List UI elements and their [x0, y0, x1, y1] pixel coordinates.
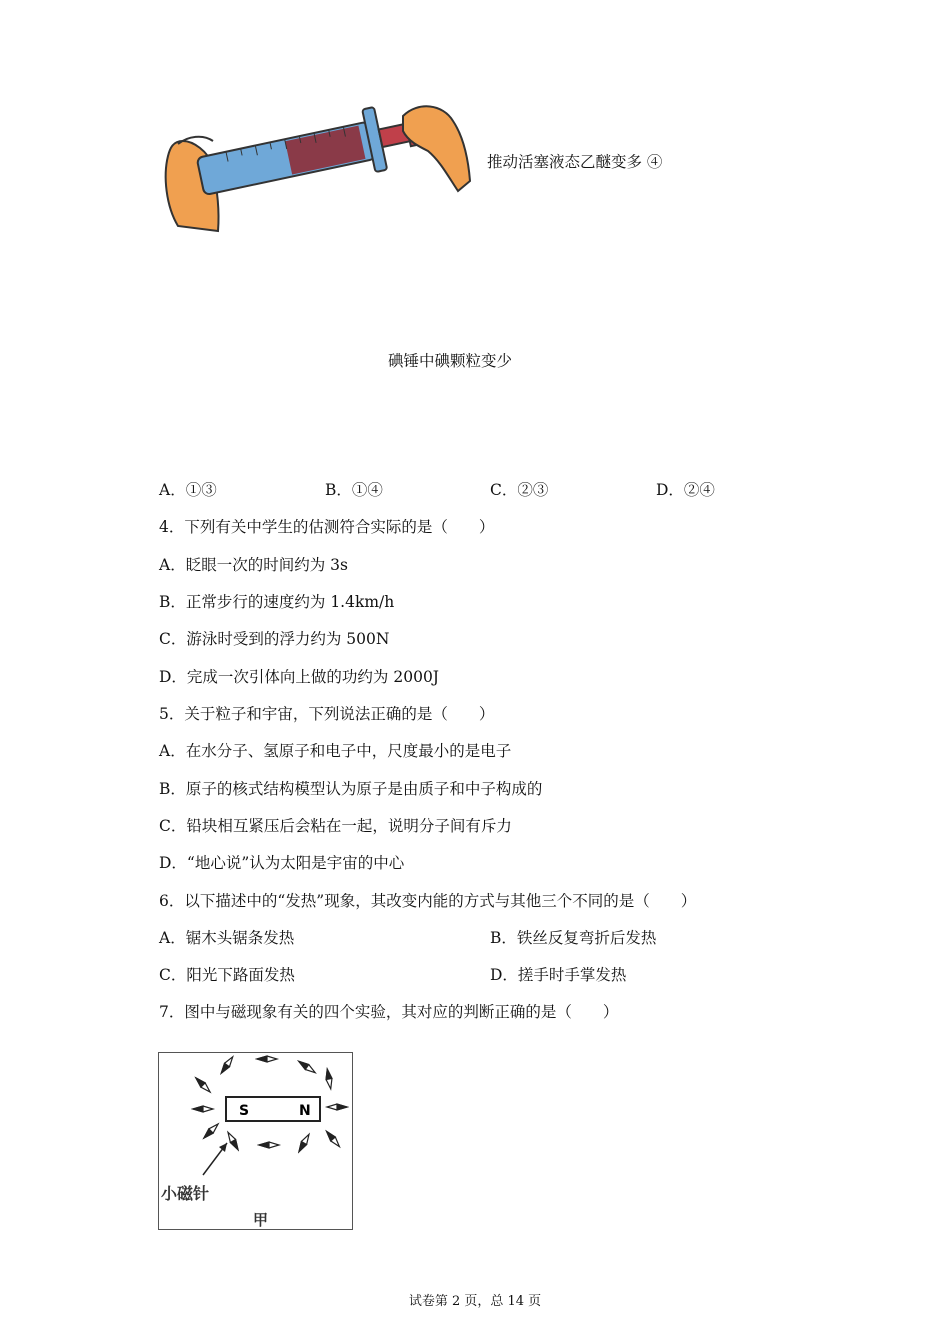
q6-option-a[interactable]: A．锯木头锯条发热 [159, 929, 295, 947]
q4-option-b[interactable]: B．正常步行的速度约为 1.4km/h [159, 593, 395, 611]
compass-needle [324, 1069, 333, 1090]
compass-needle [202, 1122, 220, 1140]
compass-needle [193, 1106, 213, 1112]
compass-needle [219, 1055, 235, 1075]
q5-option-a[interactable]: A．在水分子、氢原子和电子中，尺度最小的是电子 [159, 742, 512, 760]
q4-option-a[interactable]: A．眨眼一次的时间约为 3s [159, 556, 348, 574]
q7-stem: 7．图中与磁现象有关的四个实验，其对应的判断正确的是（ ） [159, 1003, 619, 1021]
q4-stem: 4．下列有关中学生的估测符合实际的是（ ） [159, 518, 495, 536]
q5-option-c[interactable]: C．铅块相互紧压后会粘在一起，说明分子间有斥力 [159, 817, 512, 835]
q4-option-c[interactable]: C．游泳时受到的浮力约为 500N [159, 630, 390, 648]
page-footer: 试卷第 2 页，总 14 页 [408, 1294, 542, 1309]
q6-option-c[interactable]: C．阳光下路面发热 [159, 966, 295, 984]
compass-needle [327, 1104, 347, 1110]
q3-option-b[interactable]: B．①④ [325, 481, 383, 499]
needle-label: 小磁针 [161, 1184, 210, 1203]
compass-needle [225, 1131, 240, 1151]
compass-needle [296, 1133, 311, 1153]
compass-needle [257, 1056, 277, 1062]
q4-option-d[interactable]: D．完成一次引体向上做的功约为 2000J [159, 668, 440, 686]
pole-s-label: S [239, 1103, 250, 1119]
compass-needle [194, 1076, 212, 1094]
pole-n-label: N [299, 1103, 311, 1119]
compass-needle [324, 1129, 341, 1148]
magnet-diagram [159, 1053, 352, 1229]
q5-stem: 5．关于粒子和宇宙，下列说法正确的是（ ） [159, 705, 495, 723]
q6-option-b[interactable]: B．铁丝反复弯折后发热 [490, 929, 657, 947]
syringe-illustration [158, 96, 478, 236]
compass-needle [259, 1142, 279, 1148]
magnet-figure-jia [158, 1052, 353, 1230]
syringe-caption: 推动活塞液态乙醚变多 ④ [487, 153, 663, 171]
q3-option-c[interactable]: C．②③ [490, 481, 549, 499]
q5-option-d[interactable]: D．“地心说”认为太阳是宇宙的中心 [159, 854, 405, 872]
figure-caption-jia: 甲 [253, 1211, 269, 1229]
q3-option-d[interactable]: D．②④ [656, 481, 715, 499]
compass-needle [297, 1059, 317, 1075]
q5-option-b[interactable]: B．原子的核式结构模型认为原子是由质子和中子构成的 [159, 780, 543, 798]
q6-stem: 6．以下描述中的“发热”现象，其改变内能的方式与其他三个不同的是（ ） [159, 892, 697, 910]
q3-option-a[interactable]: A．①③ [159, 481, 217, 499]
q6-option-d[interactable]: D．搓手时手掌发热 [490, 966, 627, 984]
iodine-caption: 碘锤中碘颗粒变少 [388, 352, 513, 370]
